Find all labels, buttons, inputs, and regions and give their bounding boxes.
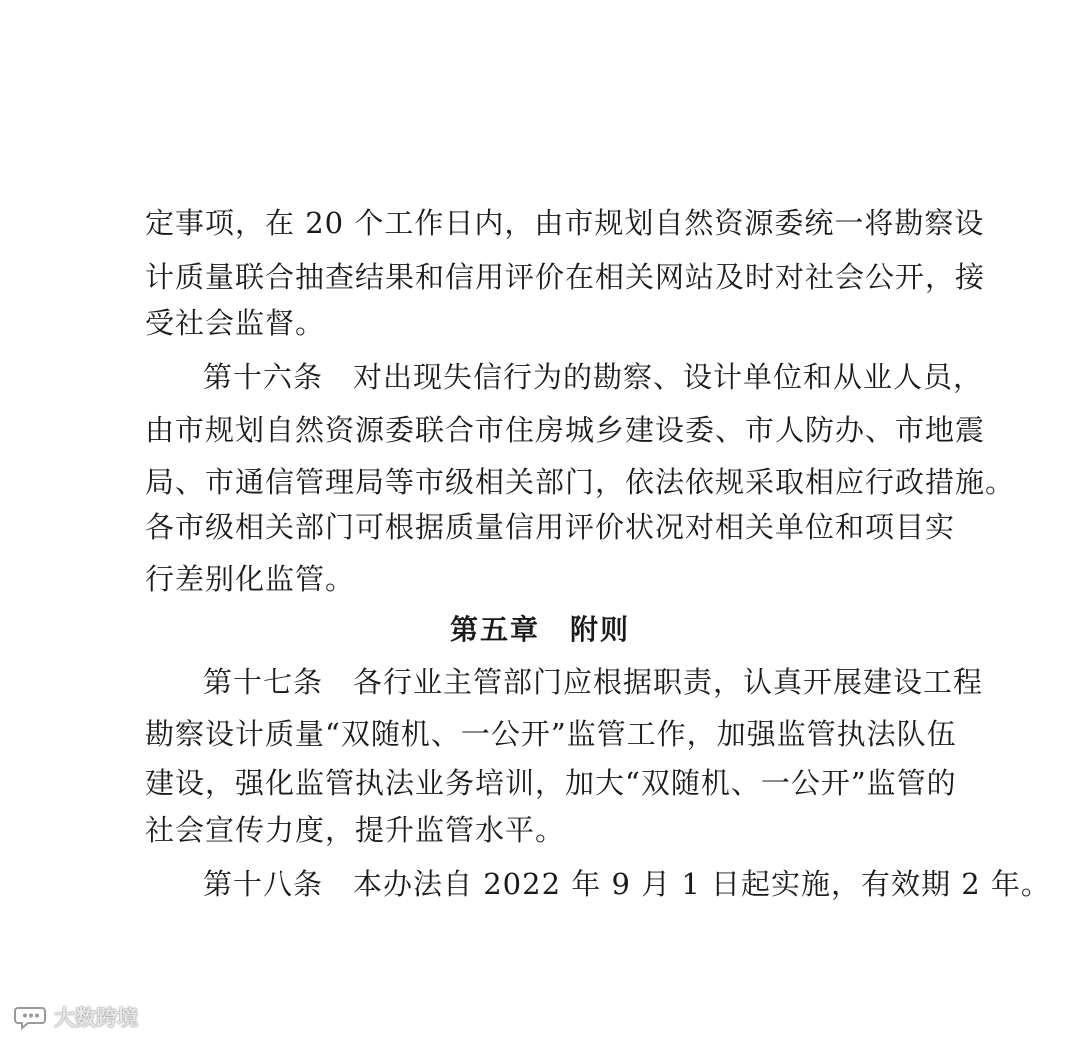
paragraph-1-line-3: 受社会监督。 <box>145 306 326 340</box>
article-16-line-4: 各市级相关部门可根据质量信用评价状况对相关单位和项目实 <box>145 510 956 544</box>
watermark-text: 大数跨境 <box>54 1006 138 1030</box>
article-16-line-3: 局、市通信管理局等市级相关部门，依法依规采取相应行政措施。 <box>145 465 1016 499</box>
article-17-line-2: 勘察设计质量“双随机、一公开”监管工作，加强监管执法队伍 <box>145 717 957 751</box>
article-17-line-3: 建设，强化监管执法业务培训，加大“双随机、一公开”监管的 <box>145 766 957 800</box>
article-17-line-1: 第十七条 各行业主管部门应根据职责，认真开展建设工程 <box>203 665 984 699</box>
chat-bubble-logo-icon <box>14 1004 48 1030</box>
article-18-line-1: 第十八条 本办法自 2022 年 9 月 1 日起实施，有效期 2 年。 <box>203 867 1051 901</box>
article-16-line-5: 行差别化监管。 <box>145 562 356 596</box>
chapter-heading: 第五章 附则 <box>449 613 630 646</box>
watermark <box>14 1000 138 1034</box>
article-17-line-4: 社会宣传力度，提升监管水平。 <box>145 813 566 847</box>
paragraph-1-line-1: 定事项，在 20 个工作日内，由市规划自然资源委统一将勘察设 <box>145 206 985 240</box>
article-16-line-2: 由市规划自然资源委联合市住房城乡建设委、市人防办、市地震 <box>145 413 986 447</box>
paragraph-1-line-2: 计质量联合抽查结果和信用评价在相关网站及时对社会公开，接 <box>145 260 986 294</box>
article-16-line-1: 第十六条 对出现失信行为的勘察、设计单位和从业人员， <box>203 360 984 394</box>
